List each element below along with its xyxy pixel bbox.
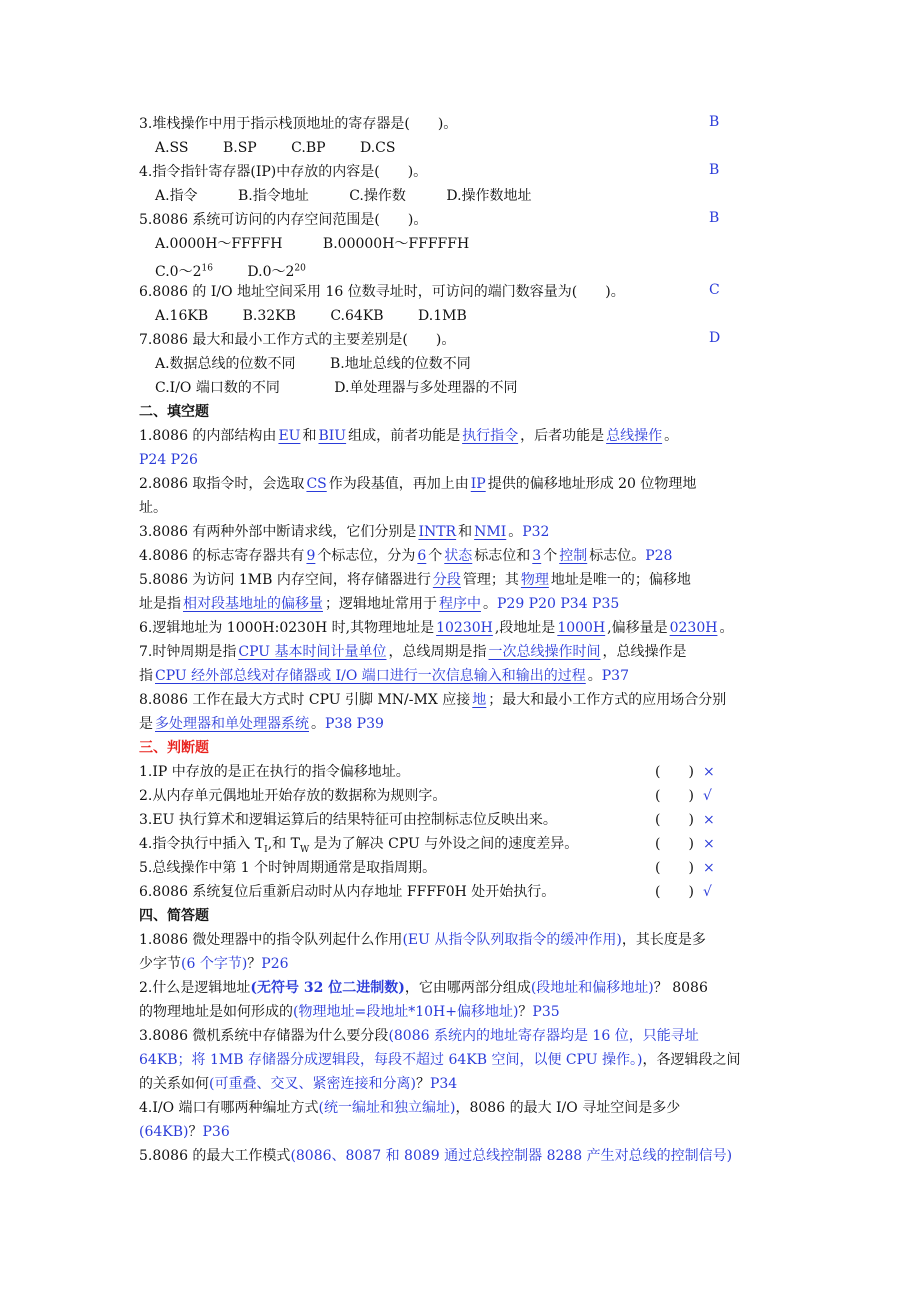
fill-question-2-cont: 址。 <box>139 500 167 516</box>
fill-question-8: 8.8086 工作在最大方式时 CPU 引脚 MN/-MX 应接 地 ；最大和最小工作方式的应用场合分别 <box>139 692 727 708</box>
answer-blank: 9 <box>306 548 316 564</box>
page-reference: P34 <box>429 1076 458 1092</box>
answer-parentheses: ( ) <box>655 884 694 900</box>
answer-parentheses: ( ) <box>655 812 694 828</box>
page-reference: P32 <box>522 524 550 540</box>
question-stem: 7.8086 最大和最小工作方式的主要差别是( )。 <box>139 332 456 348</box>
answer-blank: 执行指令 <box>462 428 519 444</box>
mc-question-7 <box>139 330 455 350</box>
short-question-3: 3.8086 微机系统中存储器为什么要分段(8086 系统内的地址寄存器均是 16 位，只能寻址 <box>139 1028 699 1044</box>
answer-text: (可重叠、交叉、紧密连接和分离) <box>209 1076 416 1092</box>
page-reference: P36 <box>202 1124 230 1140</box>
short-question-3-cont: 64KB；将 1MB 存储器分成逻辑段，每段不超过 64KB 空间，以便 CPU 操作。)，各逻辑段之间 <box>139 1052 741 1068</box>
mc-question-6 <box>139 282 625 302</box>
fill-question-5: 5.8086 为访问 1MB 内存空间，将存储器进行 分段 管理；其 物理 地址是唯一的；偏移地 <box>139 572 691 588</box>
short-question-1-cont: 少字节(6 个字节)？P26 <box>139 956 289 972</box>
option-c: C.BP <box>291 140 326 156</box>
answer-key: D <box>709 330 721 346</box>
tf-question-5: 5.总线操作中第 1 个时钟周期通常是取指周期。 <box>139 860 437 876</box>
option-b: B.SP <box>222 140 257 156</box>
fill-question-3: 3.8086 有两种外部中断请求线，它们分别是 INTR 和 NMI 。P32 <box>139 524 550 540</box>
option-d: D.操作数地址 <box>446 188 532 204</box>
fill-question-1: 1.8086 的内部结构由 EU 和 BIU 组成，前者功能是 执行指令 ，后者功能是 总线操作 。 <box>139 428 679 444</box>
page-reference: P37 <box>601 668 629 684</box>
option-d: D.CS <box>359 140 396 156</box>
page-reference: P24 P26 <box>139 452 198 468</box>
answer-parentheses: ( ) <box>655 836 694 852</box>
fill-question-6: 6.逻辑地址为 1000H:0230H 时,其物理地址是 10230H ,段地址是 1000H ,偏移量是 0230H 。 <box>139 620 734 636</box>
page-reference: P38 P39 <box>325 716 384 732</box>
answer-blank: 控制 <box>559 548 588 564</box>
mc-options <box>155 306 467 326</box>
mc-options <box>155 378 517 398</box>
fill-question-8-cont: 是 多处理器和单处理器系统 。P38 P39 <box>139 716 384 732</box>
option-d: D.1MB <box>418 308 467 324</box>
check-mark-icon: √ <box>703 884 712 900</box>
cross-mark-icon: × <box>703 860 715 876</box>
answer-text: 64KB；将 1MB 存储器分成逻辑段，每段不超过 64KB 空间，以便 CPU 操作。) <box>139 1052 643 1068</box>
answer-text: (无符号 32 位二进制数) <box>250 980 405 996</box>
page-reference: P35 <box>532 1004 560 1020</box>
short-question-3-cont2: 的关系如何(可重叠、交叉、紧密连接和分离)？P34 <box>139 1076 458 1092</box>
answer-blank: 分段 <box>432 572 461 588</box>
answer-parentheses: ( ) <box>655 764 694 780</box>
question-stem: 4.指令指针寄存器(IP)中存放的内容是( )。 <box>139 164 428 180</box>
answer-text: (6 个字节) <box>181 956 248 972</box>
option-a: A.数据总线的位数不同 <box>155 356 296 372</box>
answer-text: (8086、8087 和 8089 通过总线控制器 8288 产生对总线的控制信号) <box>290 1148 733 1164</box>
option-c: C.I/O 端口数的不同 <box>155 380 280 396</box>
option-c: C.64KB <box>330 308 384 324</box>
answer-blank: INTR <box>418 524 457 540</box>
answer-text: (EU 从指令队列取指令的缓冲作用) <box>402 932 622 948</box>
answer-blank: EU <box>278 428 301 444</box>
answer-parentheses: ( ) <box>655 860 694 876</box>
tf-question-4: 4.指令执行中插入 $T_I$,和 $T_W$ 是为了解决 CPU 与外设之间的速度差异。 <box>139 836 579 855</box>
option-b: B.32KB <box>242 308 296 324</box>
answer-text: (8086 系统内的地址寄存器均是 16 位，只能寻址 <box>388 1028 699 1044</box>
option-d: $D.0\sim 2^{20}$ <box>247 263 306 280</box>
short-question-5: 5.8086 的最大工作模式(8086、8087 和 8089 通过总线控制器 8288 产生对总线的控制信号) <box>139 1148 733 1164</box>
tf-question-3: 3.EU 执行算术和逻辑运算后的结果特征可由控制标志位反映出来。 <box>139 812 557 828</box>
answer-blank: 相对段基地址的偏移量 <box>183 596 323 612</box>
answer-blank: 多处理器和单处理器系统 <box>155 716 309 732</box>
answer-blank: 3 <box>532 548 542 564</box>
answer-text: (段地址和偏移地址) <box>530 980 654 996</box>
tf-question-6: 6.8086 系统复位后重新启动时从内存地址 FFFF0H 处开始执行。 <box>139 884 556 900</box>
cross-mark-icon: × <box>703 764 715 780</box>
answer-blank: NMI <box>474 524 507 540</box>
mc-options <box>155 186 532 206</box>
answer-blank: 10230H <box>436 620 493 636</box>
answer-blank: 程序中 <box>439 596 481 612</box>
answer-blank: 一次总线操作时间 <box>488 644 601 660</box>
short-question-2-cont: 的物理地址是如何形成的(物理地址=段地址*10H+偏移地址)？P35 <box>139 1004 560 1020</box>
answer-blank: 6 <box>417 548 427 564</box>
answer-blank: 状态 <box>444 548 473 564</box>
fill-question-4: 4.8086 的标志寄存器共有 9 个标志位，分为 6 个 状态 标志位和 3 个 控制 标志位。P28 <box>139 548 673 564</box>
answer-blank: 总线操作 <box>606 428 663 444</box>
question-stem: 5.8086 系统可访问的内存空间范围是( )。 <box>139 212 428 228</box>
question-stem: 3.堆栈操作中用于指示栈顶地址的寄存器是( )。 <box>139 116 458 132</box>
page-reference: P26 <box>261 956 289 972</box>
answer-key: B <box>709 210 720 226</box>
question-stem: 6.8086 的 I/O 地址空间采用 16 位数寻址时，可访问的端门数容量为( )。 <box>139 284 625 300</box>
option-a: A.0000H～FFFFH <box>155 236 283 252</box>
short-question-4: 4.I/O 端口有哪两种编址方式(统一编址和独立编址)，8086 的最大 I/O 寻址空间是多少 <box>139 1100 681 1116</box>
short-question-1: 1.8086 微处理器中的指令队列起什么作用(EU 从指令队列取指令的缓冲作用)，其长度是多 <box>139 932 706 948</box>
mc-options <box>155 138 395 158</box>
option-c: C.操作数 <box>349 188 406 204</box>
answer-blank: CPU 基本时间计量单位 <box>238 644 387 660</box>
section-heading-true-false: 三、判断题 <box>139 740 209 756</box>
page-reference: P28 <box>645 548 673 564</box>
fill-question-5-cont: 址是指 相对段基地址的偏移量 ；逻辑地址常用于 程序中 。P29 P20 P34 P35 <box>139 596 620 612</box>
mc-question-5 <box>139 210 427 230</box>
answer-blank: 1000H <box>557 620 606 636</box>
tf-question-1: 1.IP 中存放的是正在执行的指令偏移地址。 <box>139 764 410 780</box>
mc-options <box>155 258 306 278</box>
section-heading-fill-in: 二、填空题 <box>139 404 209 420</box>
option-b: B.00000H～FFFFFH <box>322 236 470 252</box>
answer-parentheses: ( ) <box>655 788 694 804</box>
mc-options <box>155 234 469 254</box>
answer-blank: 0230H <box>669 620 718 636</box>
option-d: D.单处理器与多处理器的不同 <box>334 380 518 396</box>
tf-question-2: 2.从内存单元偶地址开始存放的数据称为规则字。 <box>139 788 447 804</box>
section-heading-short-answer: 四、简答题 <box>139 908 209 924</box>
page-reference: P29 P20 P34 P35 <box>497 596 620 612</box>
answer-blank: IP <box>470 476 486 492</box>
cross-mark-icon: × <box>703 836 715 852</box>
fill-question-7: 7.时钟周期是指 CPU 基本时间计量单位 ，总线周期是指 一次总线操作时间 ，总线操作是 <box>139 644 687 660</box>
mc-question-4 <box>139 162 427 182</box>
fill-question-2: 2.8086 取指令时，会选取 CS 作为段基值，再加上由 IP 提供的偏移地址形成 20 位物理地 <box>139 476 697 492</box>
answer-key: C <box>709 282 720 298</box>
answer-blank: BIU <box>318 428 347 444</box>
answer-text: (统一编址和独立编址) <box>318 1100 456 1116</box>
short-question-4-cont: (64KB)？P36 <box>139 1124 230 1140</box>
answer-key: B <box>709 114 720 130</box>
answer-blank: CS <box>306 476 327 492</box>
answer-blank: 物理 <box>520 572 549 588</box>
mc-question-3 <box>139 114 457 134</box>
fill-question-7-cont: 指 CPU 经外部总线对存储器或 I/O 端口进行一次信息输入和输出的过程 。P37 <box>139 668 629 684</box>
answer-key: B <box>709 162 720 178</box>
answer-text: (物理地址=段地址*10H+偏移地址) <box>293 1004 519 1020</box>
option-c: $C.0\sim 2^{16}$ <box>155 263 213 280</box>
answer-blank: 地 <box>472 692 487 708</box>
cross-mark-icon: × <box>703 812 715 828</box>
option-b: B.指令地址 <box>238 188 309 204</box>
mc-options <box>155 354 471 374</box>
answer-blank: CPU 经外部总线对存储器或 I/O 端口进行一次信息输入和输出的过程 <box>155 668 586 684</box>
answer-text: (64KB) <box>139 1124 189 1140</box>
option-a: A.指令 <box>155 188 198 204</box>
option-a: A.SS <box>155 140 189 156</box>
check-mark-icon: √ <box>703 788 712 804</box>
short-question-2: 2.什么是逻辑地址(无符号 32 位二进制数)，它由哪两部分组成(段地址和偏移地址)？ 8086 <box>139 980 708 996</box>
option-a: A.16KB <box>155 308 209 324</box>
option-b: B.地址总线的位数不同 <box>330 356 471 372</box>
